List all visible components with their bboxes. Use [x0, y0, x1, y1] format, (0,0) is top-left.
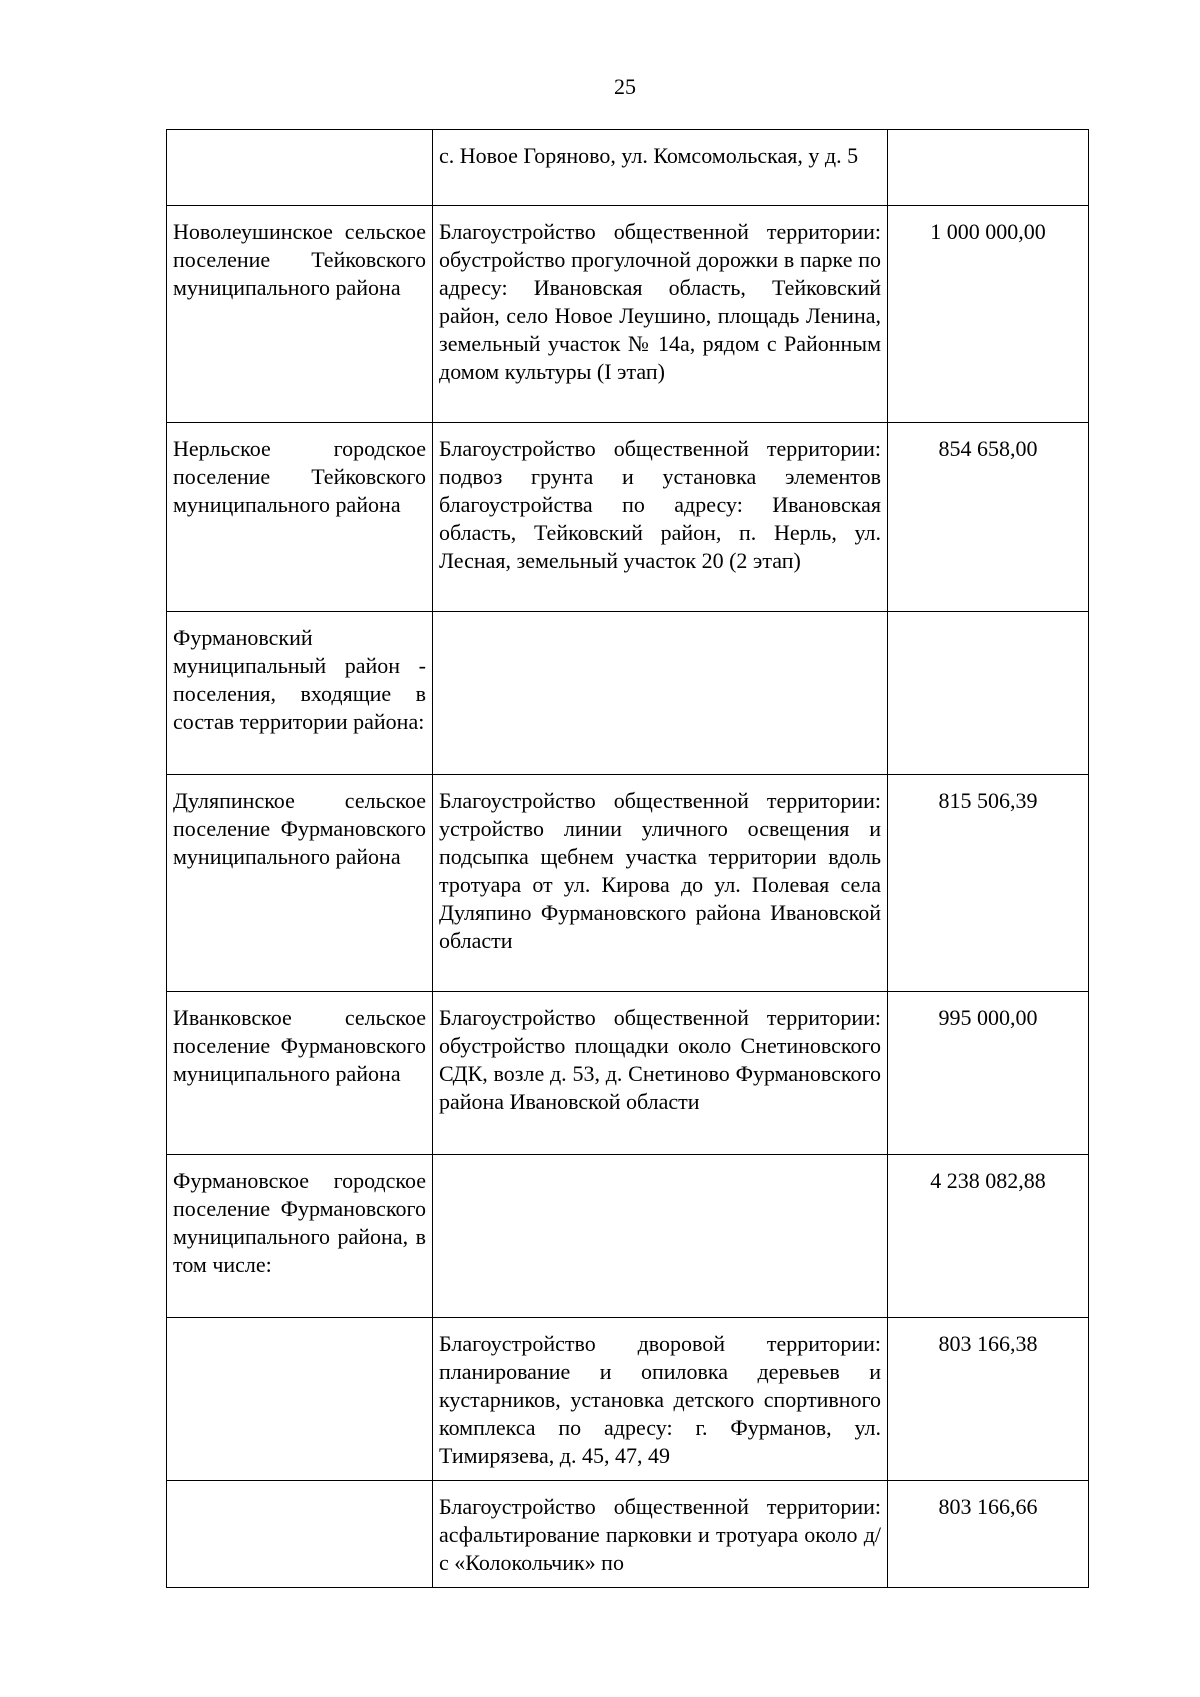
amount-cell — [888, 130, 1089, 206]
municipality-cell: Дуляпинское сельское поселение Фурмановского муниципального района — [167, 775, 433, 992]
table-row — [167, 1155, 1089, 1318]
municipality-cell — [167, 1481, 433, 1588]
table-row — [167, 130, 1089, 206]
amount-cell: 995 000,00 — [888, 992, 1089, 1155]
table-row — [167, 775, 1089, 992]
project-description-cell — [433, 612, 888, 775]
subsidy-table — [166, 129, 1089, 1588]
amount-cell: 803 166,38 — [888, 1318, 1089, 1481]
amount-cell: 4 238 082,88 — [888, 1155, 1089, 1318]
project-description-cell: Благоустройство дворовой территории: планирование и опиловка деревьев и кустарников, установка детского спортивного комплекса по адресу: г. Фурманов, ул. Тимирязева, д. 45, 47, 49 — [433, 1318, 888, 1481]
amount-cell: 803 166,66 — [888, 1481, 1089, 1588]
amount-cell: 854 658,00 — [888, 423, 1089, 612]
amount-cell: 815 506,39 — [888, 775, 1089, 992]
table-row — [167, 206, 1089, 423]
municipality-cell: Новолеушинское сельское поселение Тейковского муниципального района — [167, 206, 433, 423]
project-description-cell: Благоустройство общественной территории: обустройство прогулочной дорожки в парке по адресу: Ивановская область, Тейковский район, село Новое Леушино, площадь Ленина, земельный участок № 14а, рядом с Районным домом культуры (I этап) — [433, 206, 888, 423]
page-number: 25 — [614, 74, 636, 99]
municipality-cell: Иванковское сельское поселение Фурмановского муниципального района — [167, 992, 433, 1155]
project-description-cell: Благоустройство общественной территории: устройство линии уличного освещения и подсыпка щебнем участка территории вдоль тротуара от ул. Кирова до ул. Полевая села Дуляпино Фурмановского района Ивановской области — [433, 775, 888, 992]
project-description-cell: Благоустройство общественной территории: обустройство площадки около Снетиновского СДК, возле д. 53, д. Снетиново Фурмановского района Ивановской области — [433, 992, 888, 1155]
amount-cell: 1 000 000,00 — [888, 206, 1089, 423]
municipality-cell: Нерльское городское поселение Тейковского муниципального района — [167, 423, 433, 612]
amount-cell — [888, 612, 1089, 775]
project-description-cell: Благоустройство общественной территории: подвоз грунта и установка элементов благоустройства по адресу: Ивановская область, Тейковский район, п. Нерль, ул. Лесная, земельный участок 20 (2 этап) — [433, 423, 888, 612]
project-description-cell: с. Новое Горяново, ул. Комсомольская, у д. 5 — [433, 130, 888, 206]
project-description-cell — [433, 1155, 888, 1318]
municipality-cell — [167, 1318, 433, 1481]
table-row — [167, 423, 1089, 612]
municipality-cell: Фурмановский муниципальный район - поселения, входящие в состав территории района: — [167, 612, 433, 775]
table-row — [167, 1318, 1089, 1481]
municipality-cell — [167, 130, 433, 206]
table-row — [167, 992, 1089, 1155]
table-row — [167, 1481, 1089, 1588]
table-row — [167, 612, 1089, 775]
municipality-cell: Фурмановское городское поселение Фурмановского муниципального района, в том числе: — [167, 1155, 433, 1318]
project-description-cell: Благоустройство общественной территории: асфальтирование парковки и тротуара около д/с «Колокольчик» по — [433, 1481, 888, 1588]
